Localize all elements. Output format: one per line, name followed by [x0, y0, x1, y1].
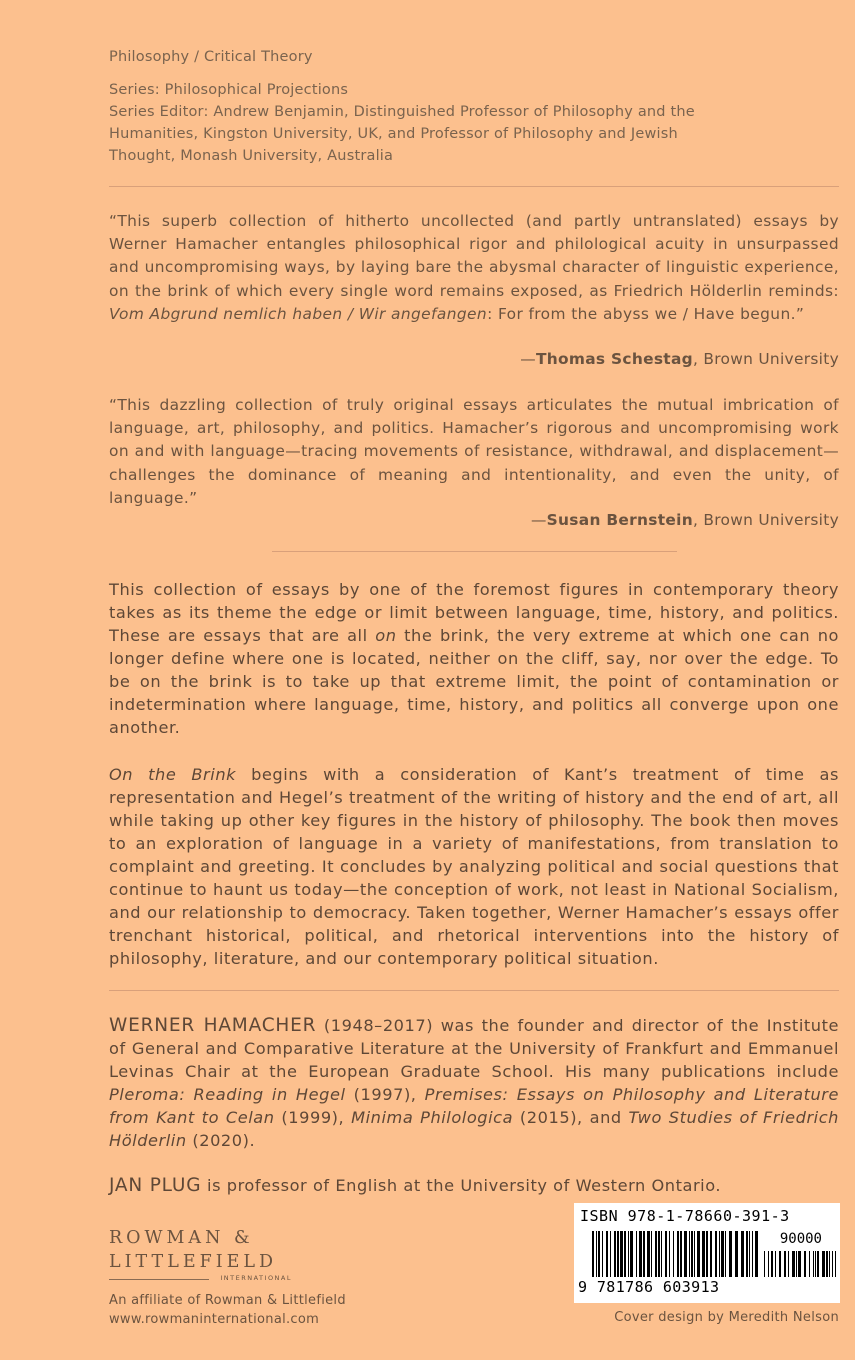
barcode-bar — [655, 1231, 657, 1277]
barcode-bar — [826, 1251, 828, 1277]
publisher-logo-line2: LITTLEFIELD — [109, 1252, 278, 1272]
barcode-bar — [697, 1231, 700, 1277]
barcode-bar — [691, 1231, 693, 1277]
barcode-bar — [715, 1231, 717, 1277]
barcode-bar — [813, 1251, 814, 1277]
series-editor-line: Thought, Monash University, Australia — [109, 148, 394, 164]
endorsement-quote: “This superb collection of hitherto uncollected (and partly untranslated) essays by Werner Hamacher entangles philosophical rigor and philological acuity in unsurpassed and uncompromising ways, by laying bare the abysmal character of linguistic experience, on the brink of which every single word remains exposed, as Friedrich Hölderlin reminds: Vom Abgrund nemlich haben / Wir angefangen: For from the abyss we / Have begun.” — [109, 212, 839, 323]
barcode-bar — [680, 1231, 682, 1277]
barcode-bar — [752, 1231, 753, 1277]
barcode-bar — [592, 1231, 594, 1277]
barcode-bar — [829, 1251, 830, 1277]
barcode-bar — [669, 1231, 670, 1277]
quote-attribution: —Susan Bernstein, Brown University — [530, 511, 839, 529]
barcode-bar — [617, 1231, 619, 1277]
barcode-bar — [689, 1231, 690, 1277]
barcode-bar — [822, 1251, 825, 1277]
divider — [109, 990, 839, 991]
isbn-number: ISBN 978-1-78660-391-3 — [580, 1207, 790, 1225]
barcode-bar — [620, 1231, 623, 1277]
barcode-bar — [792, 1251, 795, 1277]
barcode-bar — [596, 1231, 597, 1277]
barcode-bar — [784, 1251, 786, 1277]
barcode-bar — [706, 1231, 708, 1277]
series-block — [109, 79, 809, 167]
book-title: On the Brink — [109, 765, 237, 784]
series-editor-line: Series Editor: Andrew Benjamin, Distinguished Professor of Philosophy and the — [109, 104, 695, 120]
barcode-bar — [684, 1231, 687, 1277]
barcode-bar — [741, 1231, 744, 1277]
barcode-bar — [610, 1231, 611, 1277]
barcode-bar — [694, 1231, 695, 1277]
barcode-bar — [598, 1231, 600, 1277]
barcode-bar — [647, 1231, 650, 1277]
isbn-barcode — [574, 1203, 840, 1303]
barcode-bar — [768, 1251, 769, 1277]
barcode-bar — [749, 1231, 750, 1277]
series-name: Series: Philosophical Projections — [109, 82, 349, 98]
barcode-bar — [630, 1231, 633, 1277]
barcode-bar — [602, 1231, 603, 1277]
description-paragraph: On the Brink begins with a consideration of Kant’s treatment of time as representation and Hegel’s treatment of the writing of history and the end of art, all while taking up other key figures in the history of philosophy. The book then moves to an exploration of language in a variety of manifestations, from translation to complaint and greeting. It concludes by analyzing political and social questions that continue to haunt us today—the conception of work, not least in National Socialism, and our relationship to democracy. Taken together, Werner Hamacher’s essays offer trenchant historical, political, and rhetorical interventions into the history of philosophy, literature, and our contemporary political situation. — [109, 765, 839, 968]
barcode-bar — [725, 1231, 726, 1277]
divider — [109, 186, 839, 187]
endorsement-quote: “This dazzling collection of truly original essays articulates the mutual imbrication of language, art, philosophy, and politics. Hamacher’s rigorous and uncompromising work on and with language—tracing movements of resistance, withdrawal, and displacement—challenges the dominance of meaning and intentionality, and even the unity, of language.” — [109, 396, 839, 507]
barcode-bar — [665, 1231, 667, 1277]
category-label: Philosophy / Critical Theory — [109, 49, 313, 65]
author-name: WERNER HAMACHER — [109, 1015, 317, 1036]
barcode-bar — [764, 1251, 765, 1277]
divider — [272, 551, 677, 552]
barcode-bar — [735, 1231, 738, 1277]
barcode-bar — [651, 1231, 652, 1277]
barcode-bar — [661, 1231, 662, 1277]
publisher-logo-sub: INTERNATIONAL — [220, 1274, 292, 1282]
barcode-bar — [835, 1251, 836, 1277]
barcode-bar — [636, 1231, 637, 1277]
translator-bio: JAN PLUG is professor of English at the University of Western Ontario. — [109, 1175, 722, 1196]
barcode-bar — [804, 1251, 806, 1277]
barcode-bar — [796, 1251, 797, 1277]
barcode-bar — [639, 1231, 642, 1277]
translator-name: JAN PLUG — [109, 1175, 202, 1196]
barcode-bar — [677, 1231, 679, 1277]
barcode-bar — [721, 1231, 724, 1277]
barcode-bar — [658, 1231, 660, 1277]
barcode-bar — [755, 1231, 758, 1277]
quote-attribution: —Thomas Schestag, Brown University — [520, 350, 839, 368]
barcode-bar — [788, 1251, 789, 1277]
author-bio: WERNER HAMACHER (1948–2017) was the founder and director of the Institute of General and Comparative Literature at the University of Frankfurt and Emmanuel Levinas Chair at the European Graduate School. His many publications include Pleroma: Reading in Hegel (1997), Premises: Essays on Philosophy and Literature from Kant to Celan (1999), Minima Philologica (2015), and Two Studies of Friedrich Hölderlin (2020). — [109, 1015, 839, 1150]
quote-author: Thomas Schestag — [535, 350, 693, 368]
barcode-bar — [702, 1231, 705, 1277]
publisher-website: www.rowmaninternational.com — [109, 1312, 320, 1327]
barcode-bar — [606, 1231, 608, 1277]
barcode-bar — [817, 1251, 819, 1277]
price-code: 90000 — [779, 1231, 822, 1247]
description-paragraph: This collection of essays by one of the foremost figures in contemporary theory takes as its theme the edge or limit between language, time, history, and politics. These are essays that are all on the brink, the very extreme at which one can no longer define where one is located, neither on the cliff, say, nor over the edge. To be on the brink is to take up that extreme limit, the point of contamination or indetermination where language, time, history, and politics all converge upon one another. — [109, 580, 840, 737]
barcode-bar — [775, 1251, 776, 1277]
barcode-bar — [673, 1231, 674, 1277]
cover-credit: Cover design by Meredith Nelson — [614, 1310, 839, 1325]
ean-digits: 9 781786 603913 — [578, 1278, 720, 1296]
barcode-bar — [710, 1231, 712, 1277]
barcode-bar — [628, 1231, 629, 1277]
barcode-bar — [832, 1251, 833, 1277]
barcode-bar — [746, 1231, 748, 1277]
series-editor-line: Humanities, Kingston University, UK, and Professor of Philosophy and Jewish — [109, 126, 678, 142]
barcode-bar — [643, 1231, 645, 1277]
publisher-affiliate: An affiliate of Rowman & Littlefield — [109, 1293, 346, 1308]
barcode-bar — [771, 1251, 773, 1277]
barcode-bar — [815, 1251, 816, 1277]
barcode-bar — [798, 1251, 801, 1277]
barcode-bar — [779, 1251, 781, 1277]
barcode-bar — [809, 1251, 810, 1277]
barcode-bar — [719, 1231, 720, 1277]
quote-author: Susan Bernstein — [546, 511, 693, 529]
barcode-bar — [729, 1231, 732, 1277]
barcode-bar — [624, 1231, 626, 1277]
barcode-bar — [614, 1231, 616, 1277]
publisher-logo-line1: ROWMAN & — [109, 1228, 254, 1248]
